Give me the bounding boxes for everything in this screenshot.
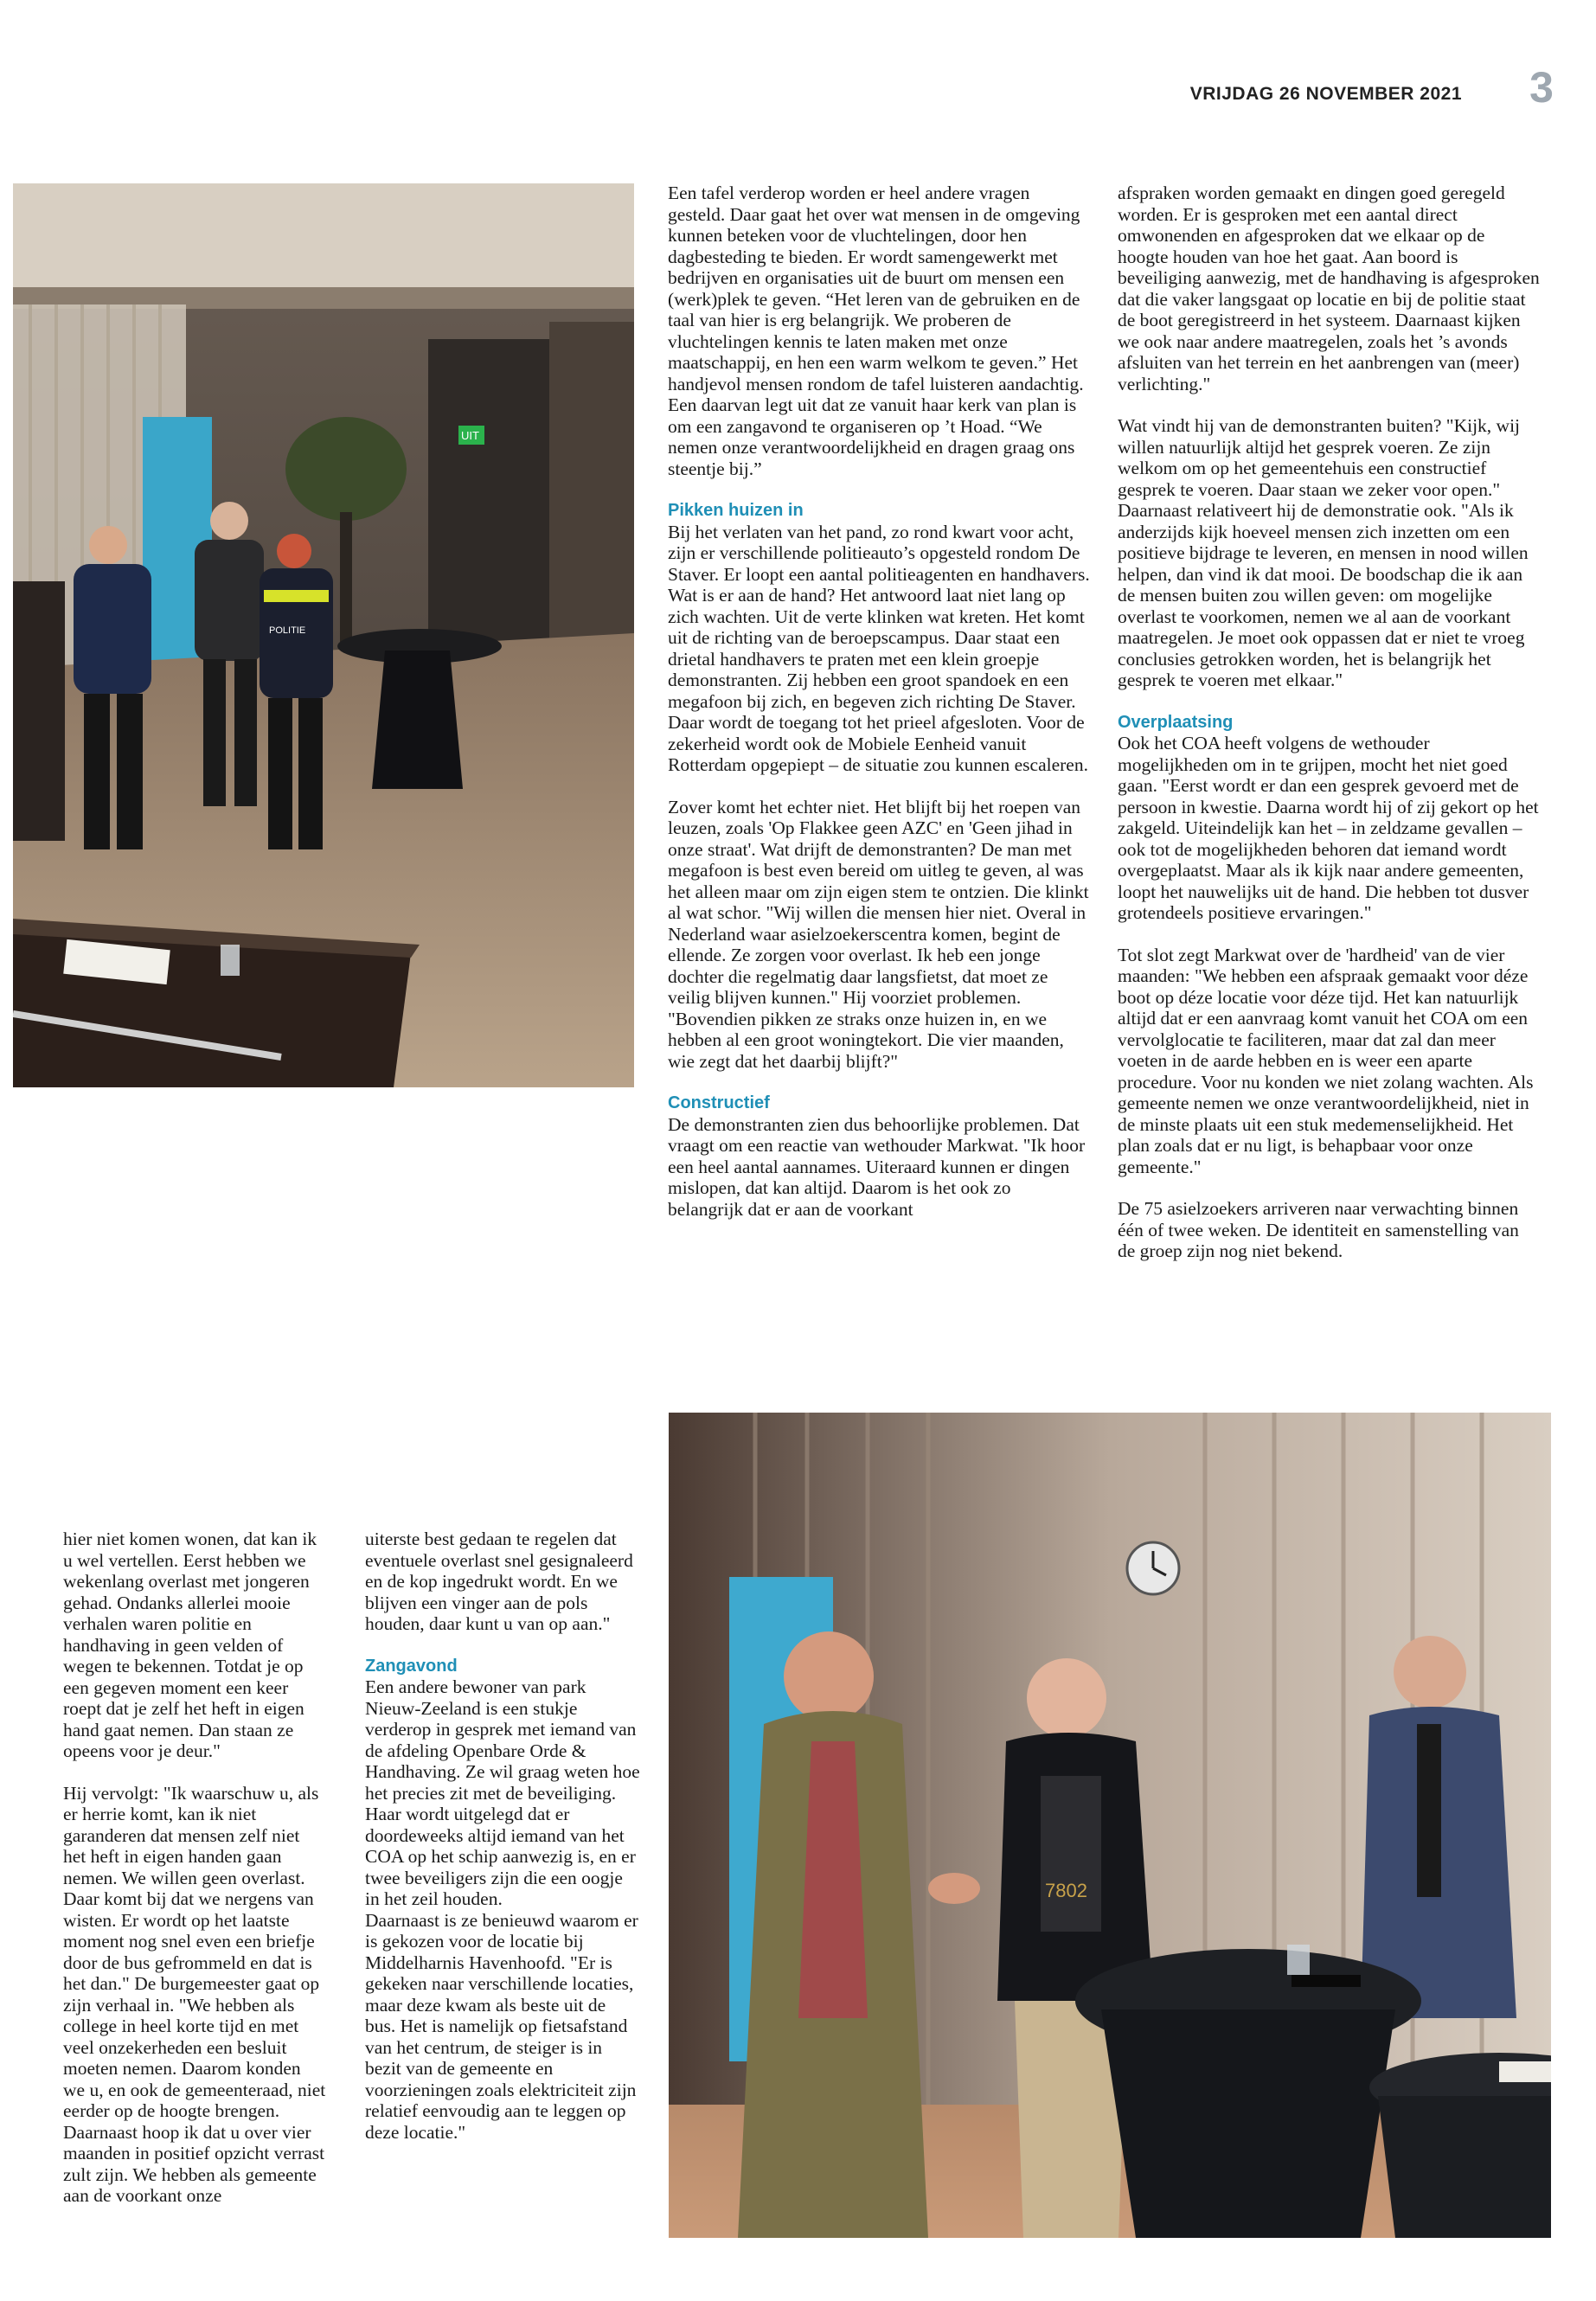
paragraph: De demonstranten zien dus behoorlijke problemen. Dat vraagt om een reactie van wethouder Markwat. "Ik hoor een heel aantal aannames. Uiteraard kunnen er dingen mislopen, dat kan altijd. Daarom is het ook zo belangrijk dat er aan de voorkant bbox=[668, 1113, 1086, 1220]
photo-top bbox=[13, 183, 634, 1087]
paragraph: uiterste best gedaan te regelen dat eventuele overlast snel gesignaleerd en de kop ingedrukt wordt. En we blijven een vinger aan de pols houden, daar kunt u van op aan." bbox=[365, 1529, 633, 1634]
paragraph: Een tafel verderop worden er heel andere vragen gesteld. Daar gaat het over wat mensen in de omgeving kunnen beteken voor de vluchtelingen, door hen dagbesteding te bieden. Er wordt samengewerkt met bedrijven en organisaties uit de buurt om mensen een (werk)plek te geven. “Het leren van de gebruiken en de taal van hier is erg belangrijk. We proberen de vluchtelingen kennis te laten maken met onze maatschappij, en hen een warm welkom te geven.” Het handjevol mensen rondom de tafel luisteren aandachtig. Een daarvan legt uit dat ze vanuit haar kerk van plan is om een zangavond te organiseren op ’t Hoad. “We nemen onze verantwoordelijkheid en dragen graag ons steentje bij.” bbox=[668, 183, 1084, 479]
article-column-2 bbox=[1118, 183, 1540, 1283]
paragraph: Zover komt het echter niet. Het blijft bij het roepen van leuzen, zoals 'Op Flakkee geen AZC' en 'Geen jihad in onze straat'. Wat drijft de demonstranten? De man met megafoon is best even bereid om uitleg te geven, al was het alleen maar om zijn eigen stem te ontzien. Die klinkt al wat schor. "Wij willen die mensen hier niet. Overal in Nederland waar asielzoekerscentra komen, begint de ellende. Ze zorgen voor overlast. Ik heb een jonge dochter die regelmatig daar langsfietst, dat moet ze veilig blijven kunnen." Hij voorziet problemen. "Bovendien pikken ze straks onze huizen in, en we hebben al een groot woningtekort. Die vier maanden, wie zegt dat het daarbij blijft?" bbox=[668, 796, 1089, 1072]
subheading-constructief: Constructief bbox=[668, 1093, 770, 1112]
photo-police-officers-icon bbox=[13, 183, 634, 1087]
shirt-print-text: 7802 bbox=[1045, 1880, 1087, 1901]
subheading-overplaatsing: Overplaatsing bbox=[1118, 712, 1234, 732]
paragraph: Hij vervolgt: "Ik waarschuw u, als er herrie komt, kan ik niet garanderen dat mensen zelf niet het heft in eigen handen gaan nemen. We willen geen overlast. Daar komt bij dat we nergens van wisten. Er wordt op het laatste moment nog snel even een briefje door de bus gefrommeld en dat is het dan." De burgemeester gaat op zijn verhaal in. "We hebben als college in heel korte tijd en met veel onzekerheden een besluit moeten nemen. Daarom konden we u, en ook de gemeenteraad, niet eerder op de hoogte brengen. Daarnaast hoop ik dat u over vier maanden in positief opzicht verrast zult zijn. We hebben als gemeente aan de voorkant onze bbox=[63, 1782, 326, 2206]
subheading-zangavond: Zangavond bbox=[365, 1656, 458, 1676]
paragraph: Daarnaast is ze benieuwd waarom er is gekozen voor de locatie bij Middelharnis Havenhoofd. "Er is gekeken naar verschillende locaties, maar deze kwam als beste uit de bus. Het is namelijk op fietsafstand van het centrum, de steiger is in bezit van de gemeente en voorzieningen zoals elektriciteit zijn relatief eenvoudig aan te leggen op deze locatie." bbox=[365, 1909, 638, 2143]
badge-text: POLITIE bbox=[269, 625, 306, 636]
subheading-pikken-huizen-in: Pikken huizen in bbox=[668, 501, 804, 520]
paragraph: Tot slot zegt Markwat over de 'hardheid' van de vier maanden: "We hebben een afspraak gemaakt voor déze boot op déze locatie voor déze tijd. Het kan natuurlijk altijd dat er een aanvraag komt vanuit het COA om een vervolglocatie te faciliteren, maar dat zal dan meer voeten in de aarde hebben en is weer een aparte procedure. Voor nu konden we niet zolang wachten. Als gemeente nemen we onze verantwoordelijkheid, niet in de minste plaats uit een stuk medemenselijkheid. Het plan zoals dat er nu ligt, is behapbaar voor onze gemeente." bbox=[1118, 944, 1534, 1177]
paragraph: De 75 asielzoekers arriveren naar verwachting binnen één of twee weken. De identiteit en samenstelling van de groep zijn nog niet bekend. bbox=[1118, 1198, 1519, 1261]
article-column-4 bbox=[365, 1529, 640, 2163]
paragraph: hier niet komen wonen, dat kan ik u wel vertellen. Eerst hebben we wekenlang overlast met jongeren gehad. Ondanks allerlei mooie verhalen waren politie en handhaving in geen velden of wegen te bekennen. Totdat je op een gegeven moment een keer roept dat je zelf het heft in eigen hand gaat nemen. Dan staan ze opeens voor je deur." bbox=[63, 1529, 317, 1761]
article-column-3 bbox=[63, 1529, 327, 2227]
paragraph: Wat vindt hij van de demonstranten buiten? "Kijk, wij willen natuurlijk altijd het gesprek voeren. Ze zijn welkom om op het gemeentehuis een constructief gesprek te voeren. Daar staan we zeker voor open." Daarnaast relativeert hij de demonstratie ook. "Als ik anderzijds kijk hoeveel mensen zich inzetten om een positieve bijdrage te leveren, en mensen in nood willen helpen, dan vind ik dat mooi. De boodschap die ik aan de mensen buiten zou willen geven: om mogelijke overlast te voorkomen, nemen we al aan de voorkant maatregelen. Je moet ook oppassen dat er niet te vroeg conclusies getrokken worden, het is belangrijk het gesprek te voeren met elkaar." bbox=[1118, 415, 1529, 690]
paragraph: afspraken worden gemaakt en dingen goed geregeld worden. Er is gesproken met een aantal direct omwonenden en afgesproken dat we elkaar op de hoogte houden van hoe het gaat. Aan boord is beveiliging aanwezig, met de handhaving is afgesproken dat die vaker langsgaat op locatie en bij de politie staat de boot geregistreerd in het systeem. Daarnaast kijken we ook naar andere maatregelen, zoals het ’s avonds afsluiten van het terrein en het aanbrengen van (meer) verlichting." bbox=[1118, 183, 1540, 394]
photo-bottom bbox=[669, 1413, 1551, 2238]
article-column-1 bbox=[668, 183, 1090, 1240]
photo-three-men-icon bbox=[669, 1413, 1551, 2238]
page-number: 3 bbox=[1529, 63, 1554, 112]
paragraph: Een andere bewoner van park Nieuw-Zeeland is een stukje verderop in gesprek met iemand van de afdeling Openbare Orde & Handhaving. Ze wil graag weten hoe het precies zit met de beveiliging. Haar wordt uitgelegd dat er doordeweeks altijd iemand van het COA op het schip aanwezig is, en er twee beveiligers zijn die een oogje in het zeil houden. bbox=[365, 1676, 640, 1909]
issue-date: VRIJDAG 26 NOVEMBER 2021 bbox=[1189, 84, 1462, 104]
paragraph: Ook het COA heeft volgens de wethouder mogelijkheden om in te grijpen, mocht het niet goed gaan. "Eerst wordt er dan een gesprek gevoerd met de persoon in kwestie. Daarna wordt hij of zij gekort op het zakgeld. Uiteindelijk kan het – in zeldzame gevallen – ook tot de mogelijkheden behoren dat iemand wordt overgeplaatst. Maar als ik kijk naar andere gemeenten, loopt het nauwelijks uit de hand. Die hebben tot dusver grotendeels positieve ervaringen." bbox=[1118, 733, 1539, 923]
paragraph: Bij het verlaten van het pand, zo rond kwart voor acht, zijn er verschillende politieauto’s opgesteld rondom De Staver. Er loopt een aantal politieagenten en handhavers. Wat is er aan de hand? Het antwoord laat niet lang op zich wachten. Uit de verte klinken wat kreten. Het komt uit de richting van de beroepscampus. Daar staat een drietal handhavers te praten met een klein groepje demonstranten. Zij hebben een groot spandoek en een megafoon bij zich, en begeven zich richting De Staver. Daar wordt de toegang tot het prieel afgesloten. Voor de zekerheid wordt ook de Mobiele Eenheid vanuit Rotterdam opgepiept – de situatie zou kunnen escaleren. bbox=[668, 521, 1090, 775]
exit-sign-text: UIT bbox=[461, 429, 479, 442]
